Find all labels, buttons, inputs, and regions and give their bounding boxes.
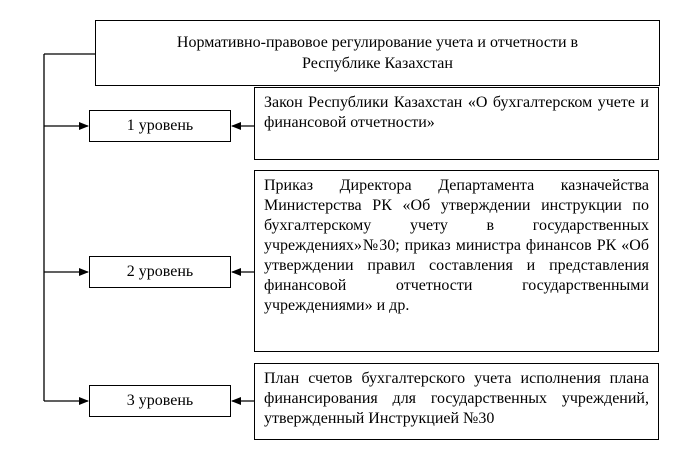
level-3-description: План счетов бухгалтерского учета исполнения плана финансирования для государственных учреждений, утвержденный Инструкцией №30 (264, 370, 649, 427)
level-2-label: 2 уровень (126, 263, 194, 280)
level-2-box (89, 256, 231, 288)
level-1-description-box (254, 87, 659, 160)
level-2-description-box (254, 170, 659, 352)
title-text: Нормативно-правовое регулирование учета и отчетности в Республике Казахстан (176, 34, 579, 72)
level-1-box (89, 110, 231, 142)
level-3-description-box (254, 363, 659, 440)
title-box (95, 20, 660, 86)
level-1-label: 1 уровень (126, 117, 194, 134)
level-2-description: Приказ Директора Департамента казначейства Министерства РК «Об утверждении инструкции по бухгалтерскому учету в государственных учреждениях»№30; приказ министра финансов РК «Об утверждении правил составления и представления финансовой отчетности государственными учреждениями» и др. (264, 177, 649, 314)
level-3-label: 3 уровень (126, 392, 194, 409)
level-3-box (89, 385, 231, 417)
level-1-description: Закон Республики Казахстан «О бухгалтерском учете и финансовой отчетности» (264, 94, 649, 131)
